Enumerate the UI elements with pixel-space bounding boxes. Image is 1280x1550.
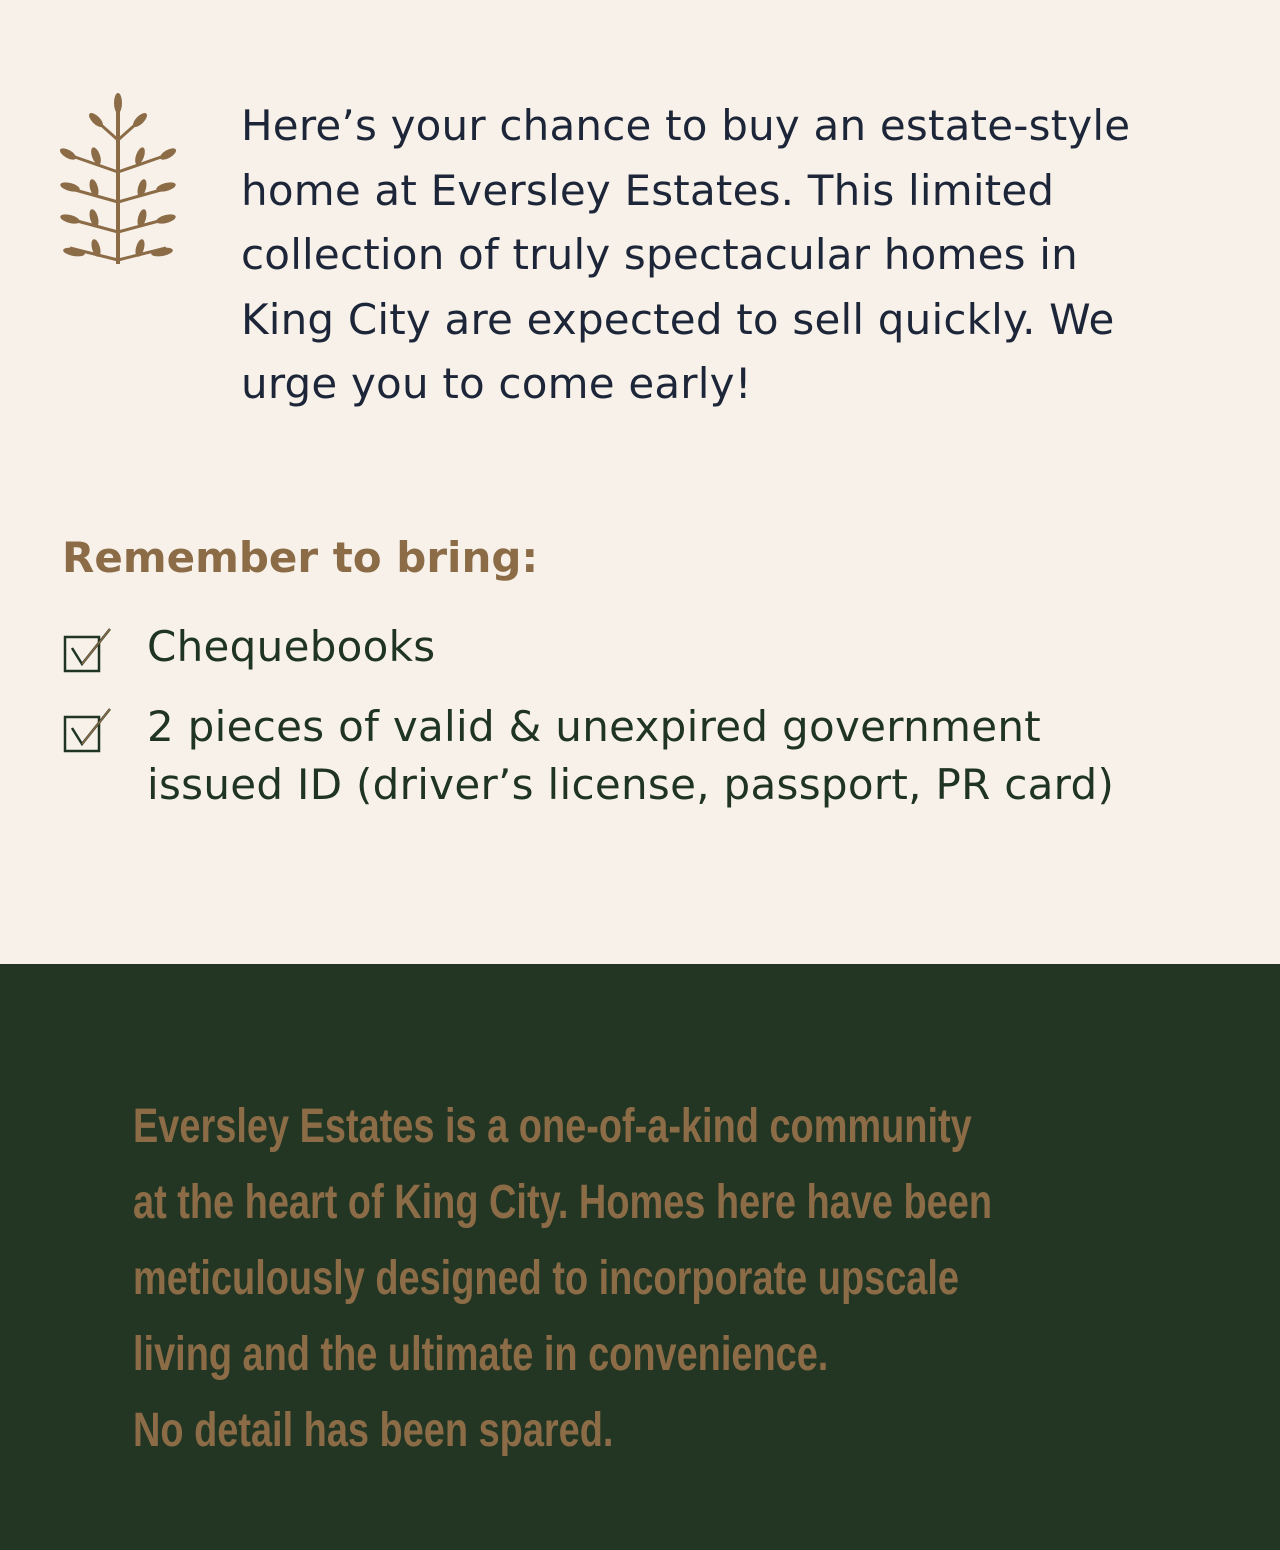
intro-line: urge you to come early!	[241, 359, 752, 408]
closing-line: No detail has been spared.	[133, 1404, 614, 1457]
intro-line: collection of truly spectacular homes in	[241, 230, 1078, 279]
closing-line: Eversley Estates is a one-of-a-kind community	[133, 1100, 972, 1153]
checklist-item	[62, 618, 1212, 698]
checklist-item-text: Chequebooks	[147, 622, 436, 671]
bring-heading: Remember to bring:	[62, 533, 539, 582]
intro-line: King City are expected to sell quickly. We	[241, 294, 1115, 344]
checklist-item	[62, 698, 1212, 814]
checked-box-icon	[62, 706, 114, 758]
closing-paragraph	[133, 1089, 993, 1469]
intro-line: home at Eversley Estates. This limited	[241, 165, 1055, 215]
checklist-item-text: 2 pieces of valid & unexpired government	[147, 702, 1042, 751]
closing-line: meticulously designed to incorporate upscale	[133, 1252, 960, 1305]
closing-line: living and the ultimate in convenience.	[133, 1328, 829, 1381]
intro-paragraph	[241, 94, 1241, 417]
bring-checklist	[62, 618, 1212, 814]
tree-icon	[56, 92, 180, 268]
checked-box-icon	[62, 626, 114, 678]
checklist-item-text: issued ID (driver’s license, passport, PR card)	[147, 760, 1115, 809]
intro-line: Here’s your chance to buy an estate-style	[241, 101, 1131, 150]
closing-line: at the heart of King City. Homes here have been	[133, 1176, 993, 1229]
